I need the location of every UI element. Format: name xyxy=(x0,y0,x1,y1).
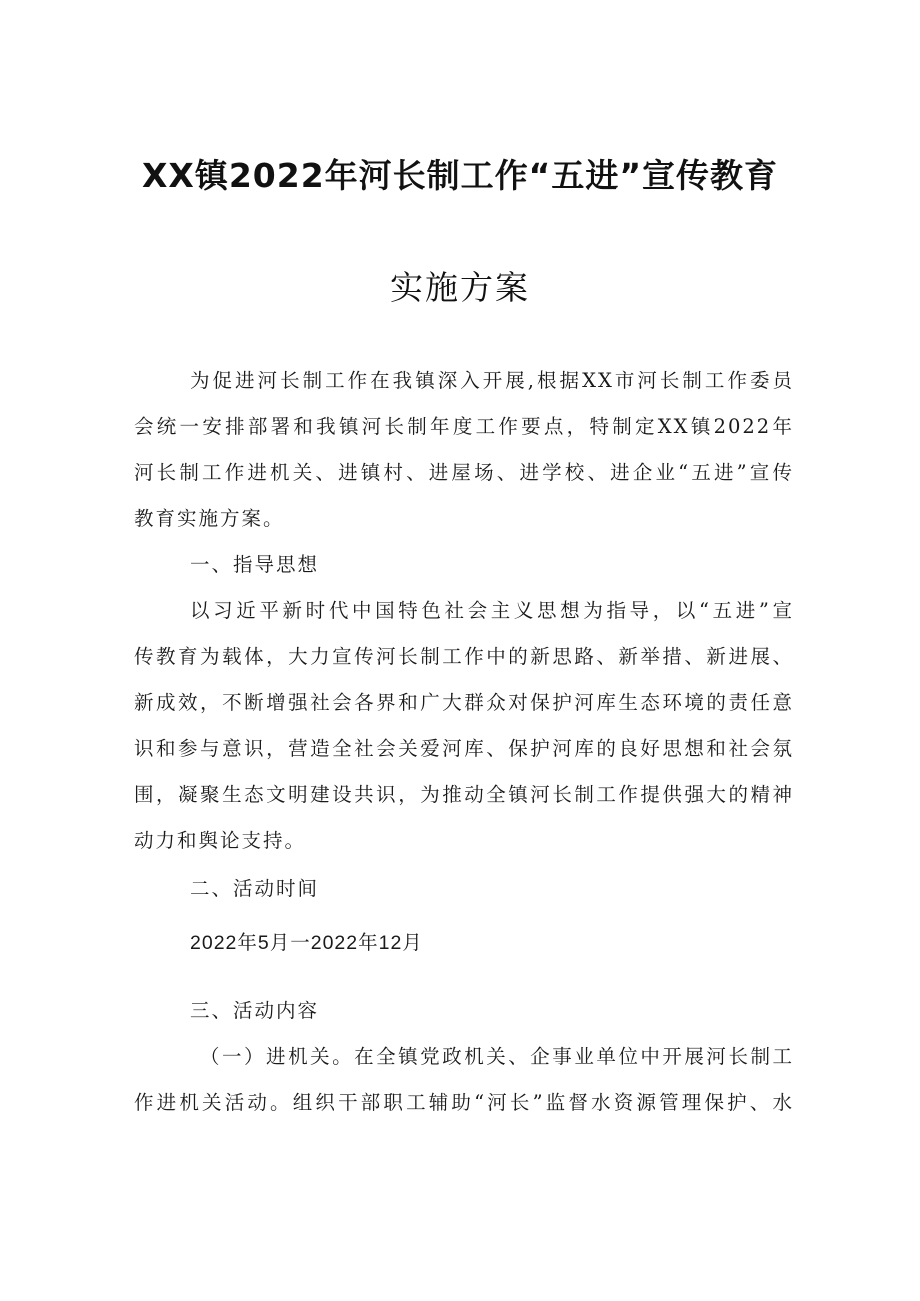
activity-period: 2022年5月一2022年12月 xyxy=(190,932,423,954)
document-title-line-2: 实施方案 xyxy=(390,268,530,307)
section-3-line-2: 作进机关活动。组织干部职工辅助“河长”监督水资源管理保护、水 xyxy=(134,1091,794,1114)
intro-line-2: 会统一安排部署和我镇河长制年度工作要点，特制定XX镇2022年 xyxy=(134,415,794,438)
section-1-line-4: 识和参与意识，营造全社会关爱河库、保护河库的良好思想和社会氛 xyxy=(134,737,794,760)
section-3-heading: 三、活动内容 xyxy=(190,999,320,1022)
section-3-line-1: （一）进机关。在全镇党政机关、企事业单位中开展河长制工 xyxy=(200,1045,794,1068)
section-2-heading: 二、活动时间 xyxy=(190,877,320,900)
section-1-line-3: 新成效，不断增强社会各界和广大群众对保护河库生态环境的责任意 xyxy=(134,691,794,714)
intro-line-4: 教育实施方案。 xyxy=(134,507,285,530)
intro-line-1: 为促进河长制工作在我镇深入开展,根据XX市河长制工作委员 xyxy=(190,369,794,392)
section-1-line-2: 传教育为载体，大力宣传河长制工作中的新思路、新举措、新进展、 xyxy=(134,645,794,668)
intro-line-3: 河长制工作进机关、进镇村、进屋场、进学校、进企业“五进”宣传 xyxy=(134,461,794,484)
section-1-line-5: 围，凝聚生态文明建设共识，为推动全镇河长制工作提供强大的精神 xyxy=(134,783,794,806)
document-title-line-1: XX镇2022年河长制工作“五进”宣传教育 xyxy=(141,156,779,195)
section-1-line-1: 以习近平新时代中国特色社会主义思想为指导，以“五进”宣 xyxy=(190,599,794,622)
section-1-line-6: 动力和舆论支持。 xyxy=(134,829,307,852)
section-1-heading: 一、指导思想 xyxy=(190,553,320,576)
